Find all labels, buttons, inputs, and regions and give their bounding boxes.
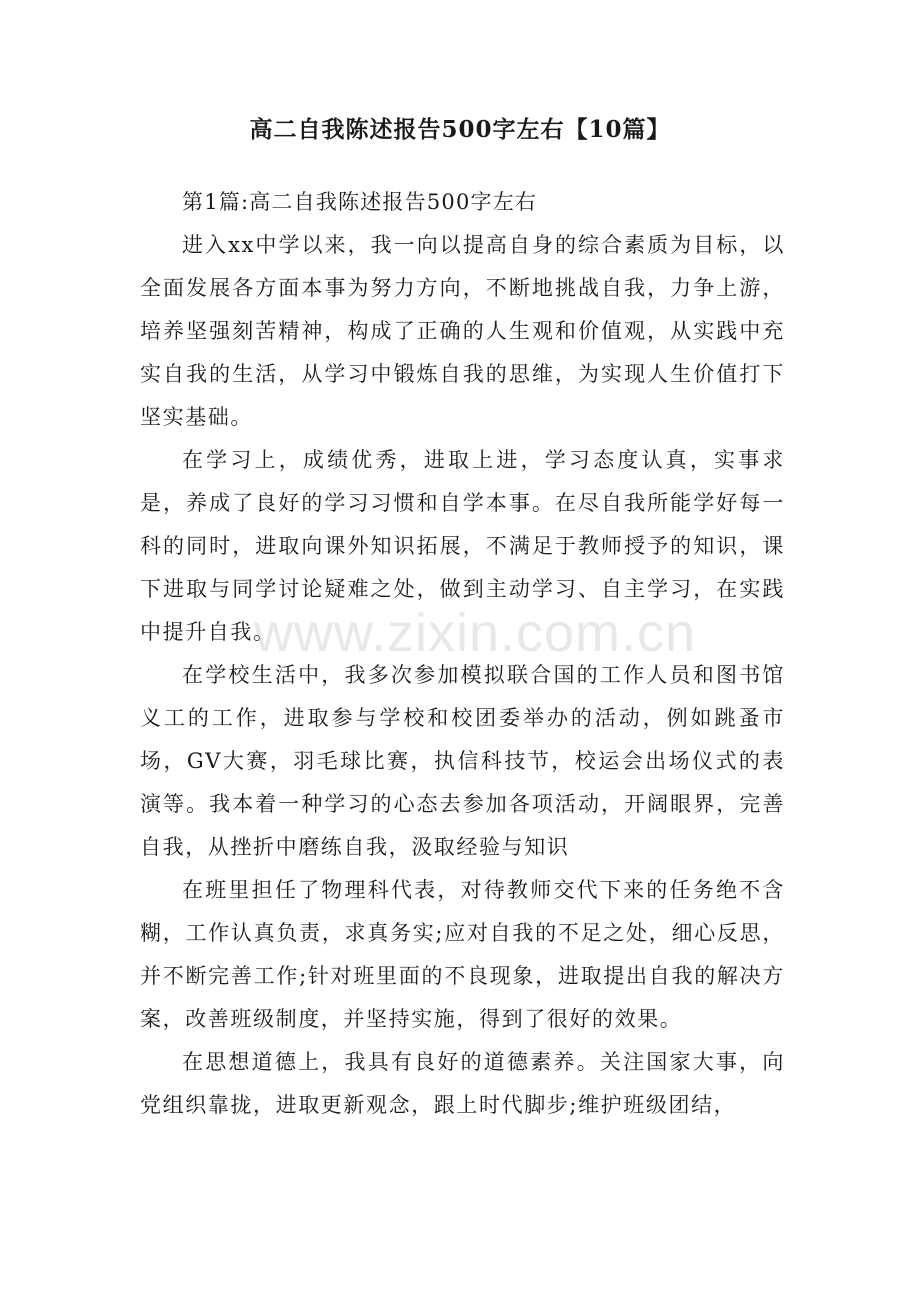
document-title: 高二自我陈述报告500字左右【10篇】 [249,116,671,143]
body-paragraph: 在学习上，成绩优秀，进取上进，学习态度认真，实事求是，养成了良好的学习习惯和自学本事。在尽自我所能学好每一科的同时，进取向课外知识拓展，不满足于教师授予的知识，课下进取与同学讨论疑难之处，做到主动学习、自主学习，在实践中提升自我。 [140,448,785,644]
site-watermark: www.zixin.com.cn [253,603,697,663]
body-paragraph: 在班里担任了物理科代表，对待教师交代下来的任务绝不含糊，工作认真负责，求真务实;应对自我的不足之处，细心反思，并不断完善工作;针对班里面的不良现象，进取提出自我的解决方案，改善班级制度，并坚持实施，得到了很好的效果。 [140,878,785,1031]
section-heading: 第1篇:高二自我陈述报告500字左右 [182,190,538,214]
body-paragraph: 进入xx中学以来，我一向以提高自身的综合素质为目标，以全面发展各方面本事为努力方向，不断地挑战自我，力争上游，培养坚强刻苦精神，构成了正确的人生观和价值观，从实践中充实自我的生活，从学习中锻炼自我的思维，为实现人生价值打下坚实基础。 [140,233,785,429]
body-paragraph: 在思想道德上，我具有良好的道德素养。关注国家大事，向党组织靠拢，进取更新观念，跟上时代脚步;维护班级团结， [140,1050,785,1117]
document-body [140,181,785,1127]
body-paragraph: 在学校生活中，我多次参加模拟联合国的工作人员和图书馆义工的工作，进取参与学校和校团委举办的活动，例如跳蚤市场，GV大赛，羽毛球比赛，执信科技节，校运会出场仪式的表演等。我本着一种学习的心态去参加各项活动，开阔眼界，完善自我，从挫折中磨练自我，汲取经验与知识 [140,663,785,859]
